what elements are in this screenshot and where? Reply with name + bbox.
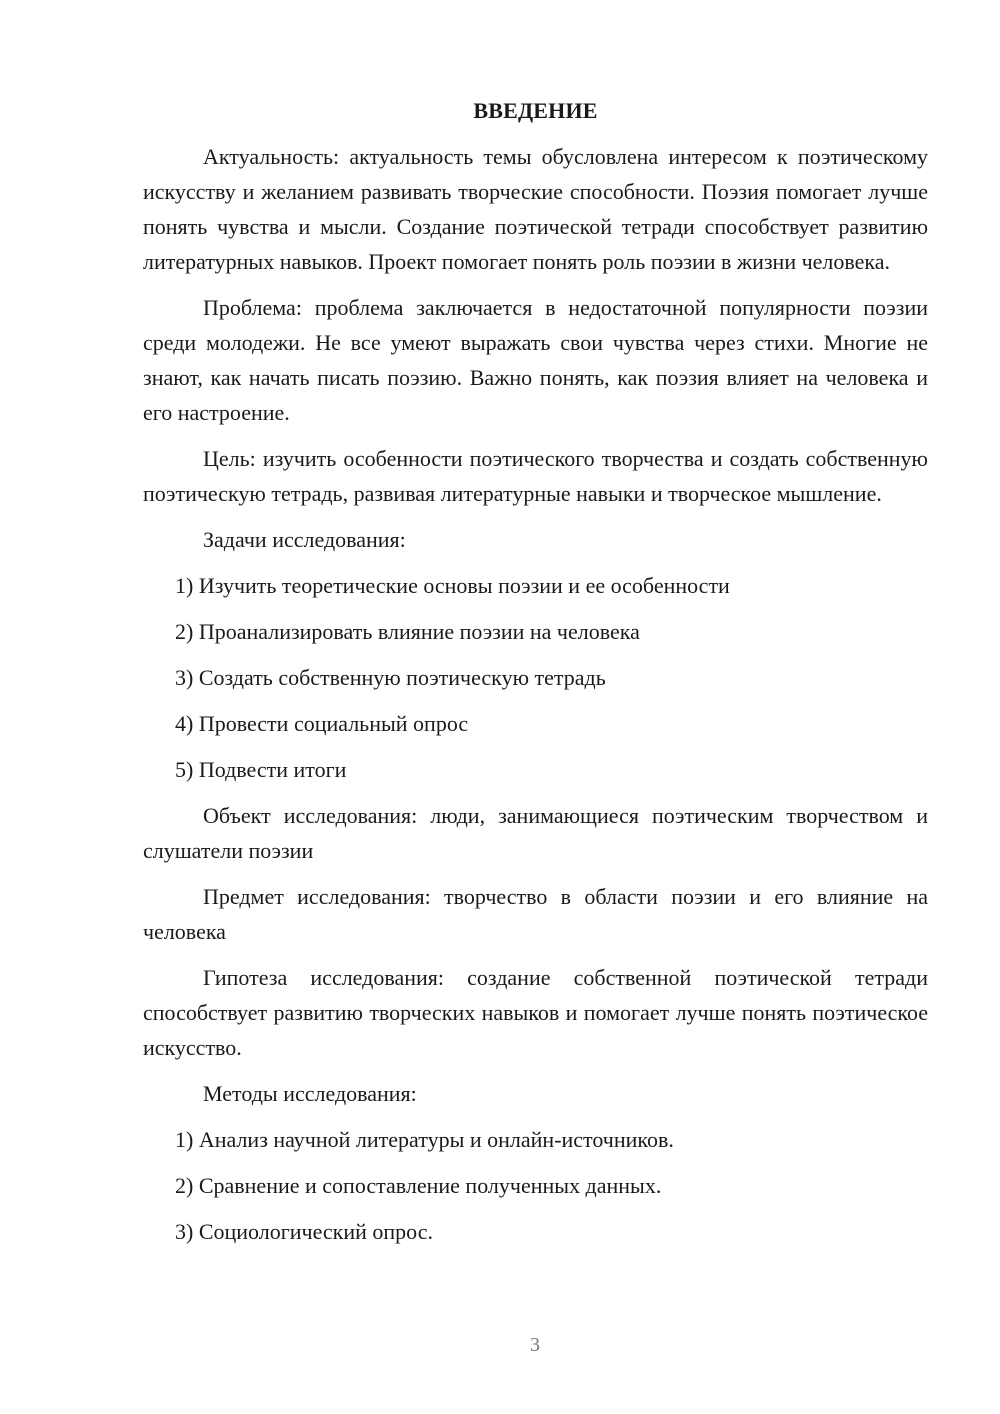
- problem-paragraph: Проблема: проблема заключается в недостаточной популярности поэзии среди молодежи. Не все умеют выражать свои чувства через стихи. Многие не знают, как начать писать поэзию. Важно понять, как поэзия влияет на человека и его настроение.: [143, 295, 928, 425]
- list-item: 2) Проанализировать влияние поэзии на человека: [175, 619, 640, 644]
- subject-paragraph: Предмет исследования: творчество в области поэзии и его влияние на человека: [143, 884, 928, 944]
- list-item: 3) Социологический опрос.: [175, 1219, 433, 1244]
- list-item: 1) Анализ научной литературы и онлайн-источников.: [175, 1127, 674, 1152]
- hypothesis-paragraph: Гипотеза исследования: создание собственной поэтической тетради способствует развитию творческих навыков и помогает лучше понять поэтическое искусство.: [143, 965, 928, 1060]
- list-item: 2) Сравнение и сопоставление полученных данных.: [175, 1173, 662, 1198]
- list-item: 5) Подвести итоги: [175, 757, 347, 782]
- methods-heading: Методы исследования:: [203, 1081, 417, 1106]
- page-content: [143, 95, 928, 1260]
- tasks-heading: Задачи исследования:: [203, 527, 406, 552]
- relevance-paragraph: Актуальность: актуальность темы обусловлена интересом к поэтическому искусству и желанием развивать творческие способности. Поэзия помогает лучше понять чувства и мысли. Создание поэтической тетради способствует развитию литературных навыков. Проект помогает понять роль поэзии в жизни человека.: [143, 144, 928, 274]
- goal-paragraph: Цель: изучить особенности поэтического творчества и создать собственную поэтическую тетрадь, развивая литературные навыки и творческое мышление.: [143, 446, 928, 506]
- tasks-list: [143, 568, 928, 787]
- list-item: 3) Создать собственную поэтическую тетрадь: [175, 665, 606, 690]
- page-title: ВВЕДЕНИЕ: [473, 98, 598, 123]
- object-paragraph: Объект исследования: люди, занимающиеся поэтическим творчеством и слушатели поэзии: [143, 803, 928, 863]
- list-item: 1) Изучить теоретические основы поэзии и ее особенности: [175, 573, 730, 598]
- methods-list: [143, 1122, 928, 1249]
- list-item: 4) Провести социальный опрос: [175, 711, 469, 736]
- page-number: 3: [530, 1334, 540, 1356]
